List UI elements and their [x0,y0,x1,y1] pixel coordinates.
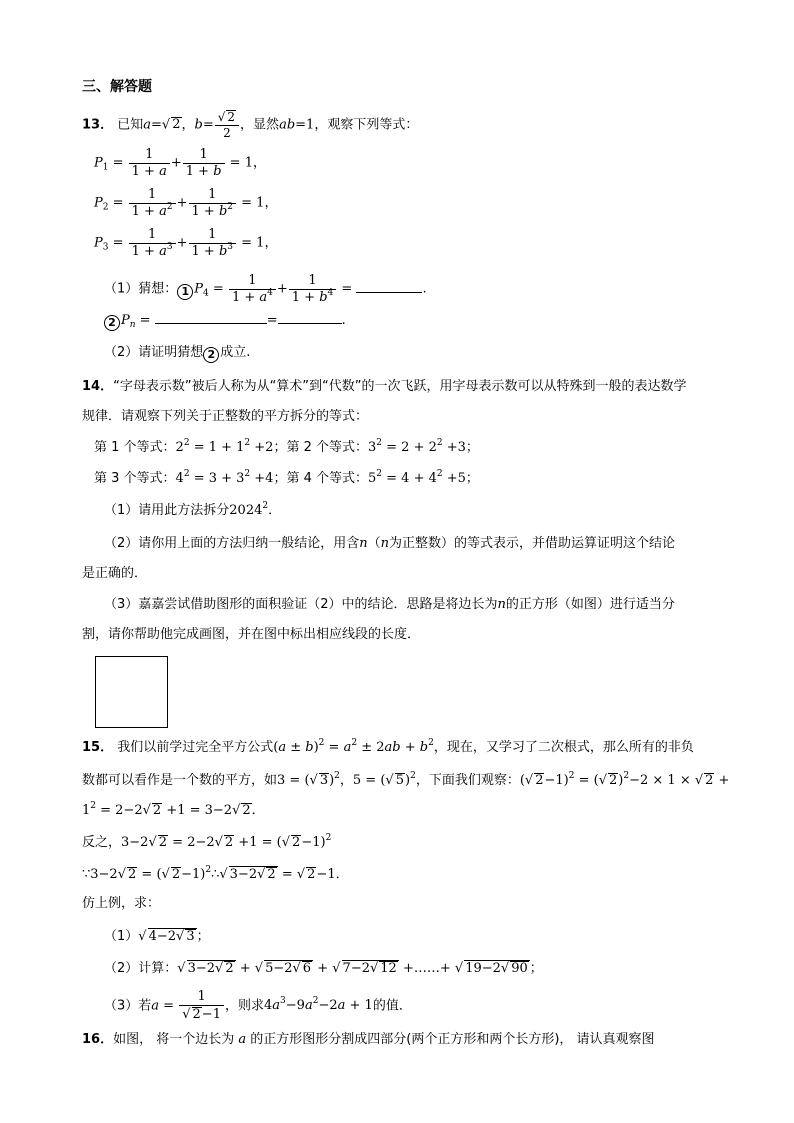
q15-part1: （1）√ 4−2√ 3 ； [104,929,210,944]
circled-one-icon: 1 [177,284,193,300]
q13-intro: 13． 已知a=√ 2，b= $\frac{√ 2}{2}$ ，显然ab=1，观察下列等式： [82,110,419,141]
q15-line3: $1^2 = 2-2√$ 2 +1 = 3−2√ 2． [82,801,265,818]
q15-therefore: ∵3−2√ 2 = (√ 2−1)$^2$∴√ 3−2√ 2 = √ 2−1． [82,865,349,882]
q14-part3: （3）嘉嘉尝试借助图形的面积验证（2）中的结论．思路是将边长为n的正方形（如图）进行适当分 [104,597,675,612]
q13-p1: $P_1$ = $\frac{1}{1 + a}$ + $\frac{1}{1 + b}$ = 1， [94,147,266,179]
q15-imitate: 仿上例，求： [82,896,161,911]
q15-line2: 数都可以看作是一个数的平方，如3 = (√ 3)$^2$，5 = (√ 5)$^2$，下面我们观察：(√ 2−1)$^2$ = (√ 2)$^2$−2 × 1 × √ 2 + [82,771,730,788]
q14-part2-cont: 是正确的． [82,566,148,581]
q14-eqs-row1: 第 1 个等式：$2^2 = 1 + 1^2 +2$；第 2 个等式：$3^2 = 2 + 2^2 +3$； [94,438,479,455]
answer-blank[interactable] [278,322,342,324]
answer-blank[interactable] [356,291,422,293]
q15-part3: （3）若a = $\frac{1}{√ 2-1}$ ，则求$4a^3-9a^2-2a + 1$的值． [104,989,412,1022]
q15-part2: （2）计算：√ 3−2√ 2 + √ 5−2√ 6 + √ 7−2√ 12 +……+ √ 19−2√ 90 ； [104,961,543,976]
circled-two-icon: 2 [203,347,219,363]
q13-p2: $P_2$ = $\frac{1}{1 + a^2}$ + $\frac{1}{1 + b^2}$ = 1， [94,187,278,219]
q14-part3-cont: 割，请你帮助他完成画图，并在图中标出相应线段的长度． [82,627,421,642]
q13-part1: （1）猜想： 1 $P_4$ = $\frac{1}{1 + a^4}$ + $\frac{1}{1 + b^4}$ = . [104,273,427,305]
section-title: 三、解答题 [82,79,152,95]
q13-p3: $P_3$ = $\frac{1}{1 + a^3}$ + $\frac{1}{1 + b^3}$ = 1， [94,227,278,259]
q13-number: 13． [82,117,114,133]
q14-line1: 14．“字母表示数”被后人称为从“算术”到“代数”的一次飞跃，用字母表示数可以从特殊到一般的表达数学 [82,379,687,394]
q14-part2: （2）请你用上面的方法归纳一般结论，用含n（n为正整数）的等式表示，并借助运算证明这个结论 [104,536,676,551]
circled-two-icon: 2 [104,315,120,331]
q13-part1-2: 2 $P_n$ = = . [104,314,346,331]
q15-line1: 15． 我们以前学过完全平方公式$(a \pm b)^2 = a^2 \pm 2ab + b^2$，现在，又学习了二次根式，那么所有的非负 [82,738,694,755]
q14-part1: （1）请用此方法拆分2024$^2$． [104,501,282,518]
q16-number: 16． [82,1032,114,1047]
answer-blank[interactable] [155,322,267,324]
q16-line1: 16．如图， 将一个边长为 a 的正方形图形分割成四部分(两个正方形和两个长方形)， 请认真观察图 [82,1032,655,1047]
q15-number: 15． [82,740,114,755]
q13-part2: （2）请证明猜想 2 成立. [104,345,251,361]
q14-number: 14． [82,379,114,394]
square-figure [95,656,168,728]
q14-eqs-row2: 第 3 个等式：$4^2 = 3 + 3^2 +4$；第 4 个等式：$5^2 = 4 + 4^2 +5$； [94,469,479,486]
q14-line2: 规律．请观察下列关于正整数的平方拆分的等式： [82,409,369,424]
q15-reverse: 反之，3−2√ 2 = 2−2√ 2 +1 = (√ 2−1)$^2$ [82,833,332,850]
